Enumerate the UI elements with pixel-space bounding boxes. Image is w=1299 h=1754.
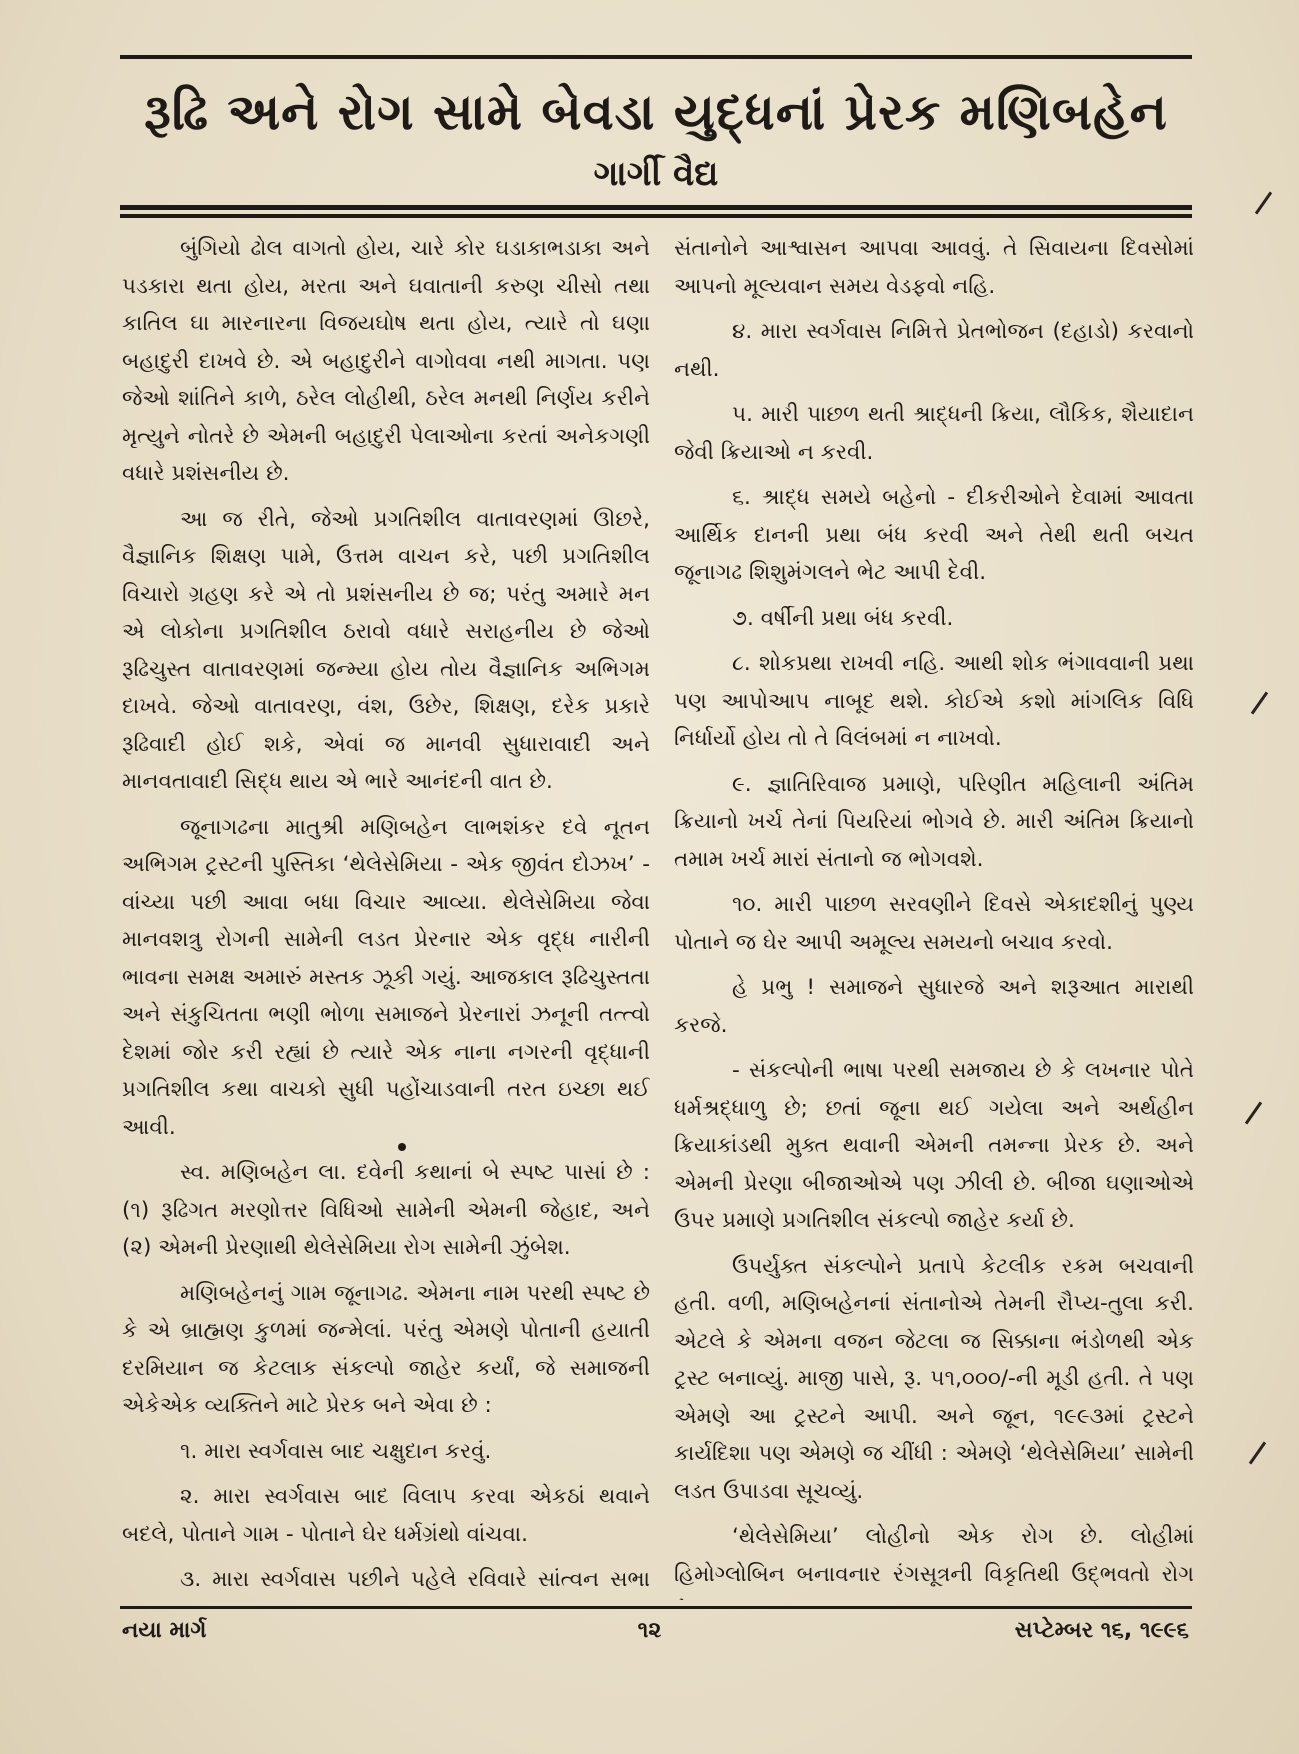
page-number: ૧૨ <box>637 1618 662 1643</box>
article-title: રૂઢિ અને રોગ સામે બેવડા યુદ્ધનાં પ્રેરક મણિબહેન <box>144 83 1168 141</box>
edge-tear-mark <box>1245 1101 1262 1124</box>
paragraph: બુંગિયો ઢોલ વાગતો હોય, ચારે કોર ઘડાકાભડાકા અને પડકારા થતા હોય, મરતા અને ઘવાતાની કરુણ ચીસો તથા કાતિલ ઘા મારનારના વિજયઘોષ થતા હોય, ત્યારે તો ઘણા બહાદુરી દાખવે છે. એ બહાદુરીને વાગોવવા નથી માગતા. પણ જેઓ શાંતિને કાળે, ઠરેલ લોહીથી, ઠરેલ મનથી નિર્ણય કરીને મૃત્યુને નોતરે છે એમની બહાદુરી પેલાઓના કરતાં અનેકગણી વધારે પ્રશંસનીય છે. <box>122 236 650 486</box>
edge-tear-mark <box>1249 1441 1266 1464</box>
edge-tear-mark <box>1251 691 1268 714</box>
left-column <box>122 230 650 1600</box>
resolution-item: ૨. મારા સ્વર્ગવાસ બાદ વિલાપ કરવા એકઠાં થવાને બદલે, પોતાને ગામ - પોતાને ઘેર ધર્મગ્રંથો વાંચવા. <box>122 1484 650 1547</box>
resolution-item: ૬. શ્રાદ્ધ સમયે બહેનો - દીકરીઓને દેવામાં આવતા આર્થિક દાનની પ્રથા બંધ કરવી અને તેથી થતી બચત જૂનાગઢ શિશુમંગલને ભેટ આપી દેવી. <box>674 485 1194 585</box>
issue-date: સપ્ટેમ્બર ૧૬, ૧૯૯૬ <box>1014 1618 1189 1643</box>
paragraph: જૂનાગઢના માતુશ્રી મણિબહેન લાભશંકર દવે નૂતન અભિગમ ટ્રસ્ટની પુસ્તિકા ‘થેલેસેમિયા - એક જીવંત દોઝખ’ - વાંચ્યા પછી આવા બધા વિચાર આવ્યા. થેલેસેમિયા જેવા માનવશત્રુ રોગની સામેની લડત પ્રેરનાર એક વૃદ્ધ નારીની ભાવના સમક્ષ અમારું મસ્તક ઝૂકી ગયું. આજકાલ રૂઢિચુસ્તતા અને સંકુચિતતા ભણી ભોળા સમાજને પ્રેરનારાં ઝનૂની તત્ત્વો દેશમાં જોર કરી રહ્યાં છે ત્યારે એક નાના નગરની વૃદ્ધાની પ્રગતિશીલ કથા વાચકો સુધી પહોંચાડવાની તરત ઇચ્છા થઈ આવી. <box>122 814 650 1140</box>
top-rule <box>120 55 1192 59</box>
footer-rule <box>120 1606 1192 1609</box>
edge-tear-mark <box>1255 191 1272 214</box>
resolution-item: ૧. મારા સ્વર્ગવાસ બાદ ચક્ષુદાન કરવું. <box>180 1438 492 1464</box>
paragraph-continued: સંતાનોને આશ્વાસન આપવા આવવું. તે સિવાયના દિવસોમાં આપનો મૂલ્યવાન સમય વેડફવો નહિ. <box>674 236 1194 299</box>
header-rule-thin <box>120 214 1192 218</box>
paragraph: આ જ રીતે, જેઓ પ્રગતિશીલ વાતાવરણમાં ઊછરે, વૈજ્ઞાનિક શિક્ષણ પામે, ઉત્તમ વાચન કરે, પછી પ્રગતિશીલ વિચારો ગ્રહણ કરે એ તો પ્રશંસનીય છે જ; પરંતુ અમારે મન એ લોકોના પ્રગતિશીલ ઠરાવો વધારે સરાહનીય છે જેઓ રૂઢિચુસ્ત વાતાવરણમાં જન્મ્યા હોય તોય વૈજ્ઞાનિક અભિગમ દાખવે. જેઓ વાતાવરણ, વંશ, ઉછેર, શિક્ષણ, દરેક પ્રકારે રૂઢિવાદી હોઈ શકે, એવાં જ માનવી સુધારાવાદી અને માનવતાવાદી સિદ્ધ થાય એ ભારે આનંદની વાત છે. <box>122 506 650 794</box>
resolution-item: ૮. શોકપ્રથા રાખવી નહિ. આથી શોક ભંગાવવાની પ્રથા પણ આપોઆપ નાબૂદ થશે. કોઈએ કશો માંગલિક વિધિ નિર્ધાર્યો હોય તો તે વિલંબમાં ન નાખવો. <box>674 651 1194 751</box>
resolution-item: ૫. મારી પાછળ થતી શ્રાદ્ધની ક્રિયા, લૌકિક, શૈયાદાન જેવી ક્રિયાઓ ન કરવી. <box>674 402 1194 465</box>
resolution-item: ૭. વર્ષીની પ્રથા બંધ કરવી. <box>732 605 954 631</box>
paragraph: મણિબહેનનું ગામ જૂનાગઢ. એમના નામ પરથી સ્પષ્ટ છે કે એ બ્રાહ્મણ કુળમાં જન્મેલાં. પરંતુ એમણે પોતાની હયાતી દરમિયાન જ કેટલાક સંકલ્પો જાહેર કર્યાં, જે સમાજની એકેએક વ્યક્તિને માટે પ્રેરક બને એવા છે : <box>122 1280 650 1418</box>
paragraph: સ્વ. મણિબહેન લા. દવેની કથાનાં બે સ્પષ્ટ પાસાં છે : (૧) રૂઢિગત મરણોત્તર વિધિઓ સામેની એમની જેહાદ, અને (૨) એમની પ્રેરણાથી થેલેસેમિયા રોગ સામેની ઝુંબેશ. <box>122 1160 650 1260</box>
paragraph: - સંકલ્પોની ભાષા પરથી સમજાય છે કે લખનાર પોતે ધર્મશ્રદ્ધાળુ છે; છતાં જૂના થઈ ગયેલા અને અર્થહીન ક્રિયાકાંડથી મુક્ત થવાની એમની તમન્ના પ્રેરક છે. અને એમની પ્રેરણા બીજાઓએ પણ ઝીલી છે. બીજા ઘણાઓએ ઉપર પ્રમાણે પ્રગતિશીલ સંકલ્પો જાહેર કર્યા છે. <box>674 1058 1194 1233</box>
prayer-line: હે પ્રભુ ! સમાજને સુધારજે અને શરૂઆત મારાથી કરજે. <box>674 975 1194 1038</box>
resolution-item: ૧૦. મારી પાછળ સરવણીને દિવસે એકાદશીનું પુણ્ય પોતાને જ ઘેર આપી અમૂલ્ય સમયનો બચાવ કરવો. <box>674 892 1194 955</box>
paragraph: ‘થેલેસેમિયા’ લોહીનો એક રોગ છે. લોહીમાં હિમોગ્લોબિન બનાવનાર રંગસૂત્રની વિકૃતિથી ઉદ્ભવતો રોગ <box>674 1524 1194 1587</box>
resolution-item: ૪. મારા સ્વર્ગવાસ નિમિત્તે પ્રેતભોજન (દહાડો) કરવાનો નથી. <box>674 319 1194 382</box>
paragraph: ઉપર્યુક્ત સંકલ્પોને પ્રતાપે કેટલીક રકમ બચવાની હતી. વળી, મણિબહેનનાં સંતાનોએ તેમની રૌપ્ય-તુલા કરી. એટલે કે એમના વજન જેટલા જ સિક્કાના ભંડોળથી એક ટ્રસ્ટ બનાવ્યું. માજી પાસે, રૂ. ૫૧,૦૦૦/-ની મૂડી હતી. તે પણ એમણે આ ટ્રસ્ટને આપી. અને જૂન, ૧૯૯૩માં ટ્રસ્ટને કાર્યદિશા પણ એમણે જ ચીંધી : એમણે ‘થેલેસેમિયા’ સામેની લડત ઉપાડવા સૂચવ્યું. <box>674 1253 1194 1504</box>
resolution-item: ૩. મારા સ્વર્ગવાસ પછીને પહેલે રવિવારે સાંત્વન સભા <box>180 1567 650 1592</box>
article-author: ગાર્ગી વૈદ્ય <box>593 154 719 194</box>
resolution-item: ૯. જ્ઞાતિરિવાજ પ્રમાણે, પરિણીત મહિલાની અંતિમ ક્રિયાનો ખર્ચ તેનાં પિયરિયાં ભોગવે છે. મારી અંતિમ ક્રિયાનો તમામ ખર્ચ મારાં સંતાનો જ ભોગવશે. <box>674 771 1194 872</box>
ink-dot <box>398 1143 406 1151</box>
publication-name: નયા માર્ગ <box>122 1618 207 1643</box>
header-rule-thick <box>120 205 1192 210</box>
right-column <box>674 230 1194 1600</box>
